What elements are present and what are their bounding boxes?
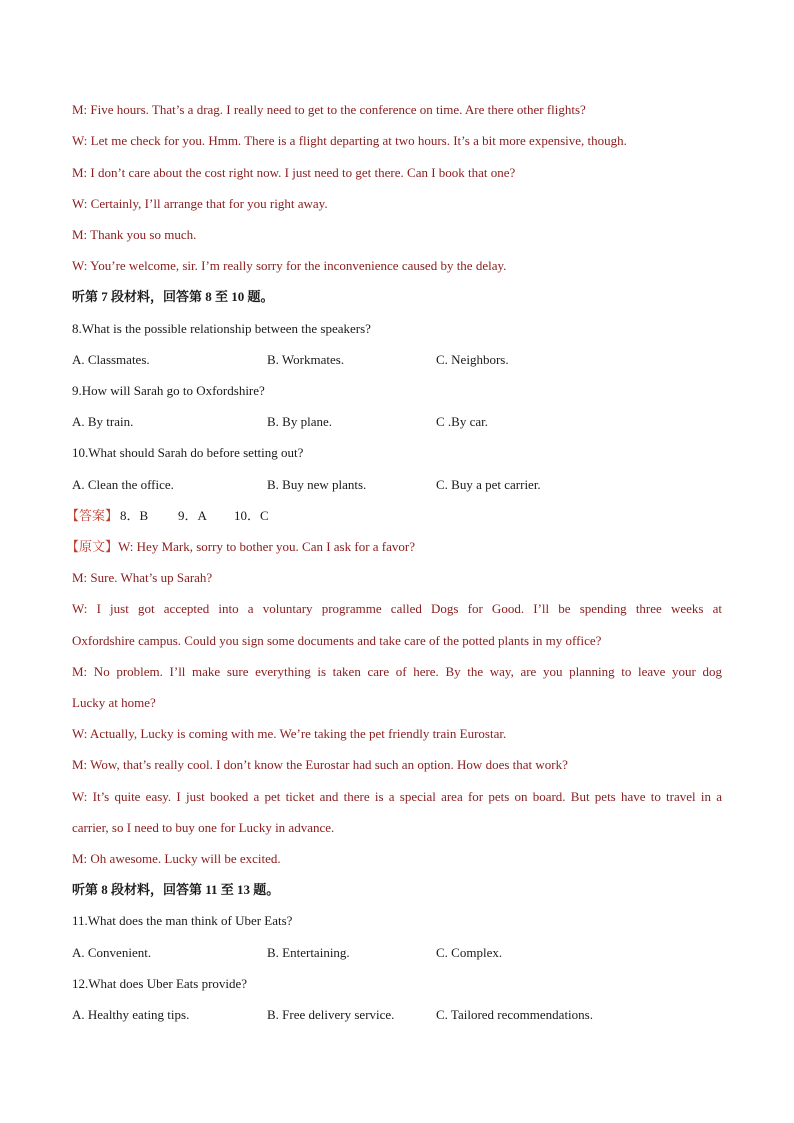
q11-option-b: B. Entertaining. (267, 945, 350, 960)
transcript-line: W: I just got accepted into a voluntary programme called Dogs for Good. I’ll be spending three weeks at (72, 601, 722, 616)
q11-option-c: C. Complex. (436, 945, 503, 960)
question-10: 10.What should Sarah do before setting out? (72, 445, 304, 460)
transcript-line: Oxfordshire campus. Could you sign some documents and take care of the potted plants in my office? (72, 633, 602, 648)
transcript-line: M: Sure. What’s up Sarah? (72, 570, 213, 585)
section-heading: 听第 7 段材料，回答第 8 至 10 题。 (72, 289, 274, 304)
q12-option-a: A. Healthy eating tips. (72, 1007, 190, 1022)
transcript-line: M: I don’t care about the cost right now. I just need to get there. Can I book that one? (72, 165, 516, 180)
transcript-line: M: Thank you so much. (72, 227, 197, 242)
transcript-line: W: Let me check for you. Hmm. There is a flight departing at two hours. It’s a bit more expensive, though. (72, 133, 627, 148)
question-11: 11.What does the man think of Uber Eats? (72, 913, 293, 928)
question-9: 9.How will Sarah go to Oxfordshire? (72, 383, 265, 398)
answer-key (66, 507, 716, 525)
transcript-line: carrier, so I need to buy one for Lucky in advance. (72, 820, 335, 835)
q12-option-b: B. Free delivery service. (267, 1007, 395, 1022)
transcript-line: M: Five hours. That’s a drag. I really need to get to the conference on time. Are there other flights? (72, 102, 586, 117)
transcript-line: W: Actually, Lucky is coming with me. We’re taking the pet friendly train Eurostar. (72, 726, 507, 741)
section-heading: 听第 8 段材料，回答第 11 至 13 题。 (72, 882, 280, 897)
q9-option-b: B. By plane. (267, 414, 332, 429)
transcript-line: M: Wow, that’s really cool. I don’t know the Eurostar had such an option. How does that work? (72, 757, 568, 772)
q9-option-c: C .By car. (436, 414, 488, 429)
q12-option-c: C. Tailored recommendations. (436, 1007, 593, 1022)
q9-option-a: A. By train. (72, 414, 134, 429)
transcript-line: W: Certainly, I’ll arrange that for you right away. (72, 196, 328, 211)
transcript-line: M: No problem. I’ll make sure everything is taken care of here. By the way, are you planning to leave your dog (72, 664, 722, 679)
q8-option-a: A. Classmates. (72, 352, 150, 367)
transcript-first-line (66, 538, 716, 556)
answer-10: 10．C (234, 508, 269, 523)
transcript-line: W: Hey Mark, sorry to bother you. Can I ask for a favor? (118, 539, 415, 554)
q8-option-b: B. Workmates. (267, 352, 345, 367)
q10-option-a: A. Clean the office. (72, 477, 174, 492)
q11-option-a: A. Convenient. (72, 945, 152, 960)
original-label: 【原文】 (66, 539, 119, 554)
question-8: 8.What is the possible relationship between the speakers? (72, 321, 371, 336)
transcript-line: W: You’re welcome, sir. I’m really sorry for the inconvenience caused by the delay. (72, 258, 507, 273)
answer-9: 9．A (178, 508, 207, 523)
transcript-line: W: It’s quite easy. I just booked a pet ticket and there is a special area for pets on board. But pets have to travel in a (72, 789, 722, 804)
transcript-line: M: Oh awesome. Lucky will be excited. (72, 851, 281, 866)
q10-option-b: B. Buy new plants. (267, 477, 367, 492)
transcript-line: Lucky at home? (72, 695, 156, 710)
answer-8: 8．B (120, 508, 149, 523)
q8-option-c: C. Neighbors. (436, 352, 509, 367)
answer-label: 【答案】 (66, 508, 119, 523)
question-12: 12.What does Uber Eats provide? (72, 976, 248, 991)
q10-option-c: C. Buy a pet carrier. (436, 477, 541, 492)
